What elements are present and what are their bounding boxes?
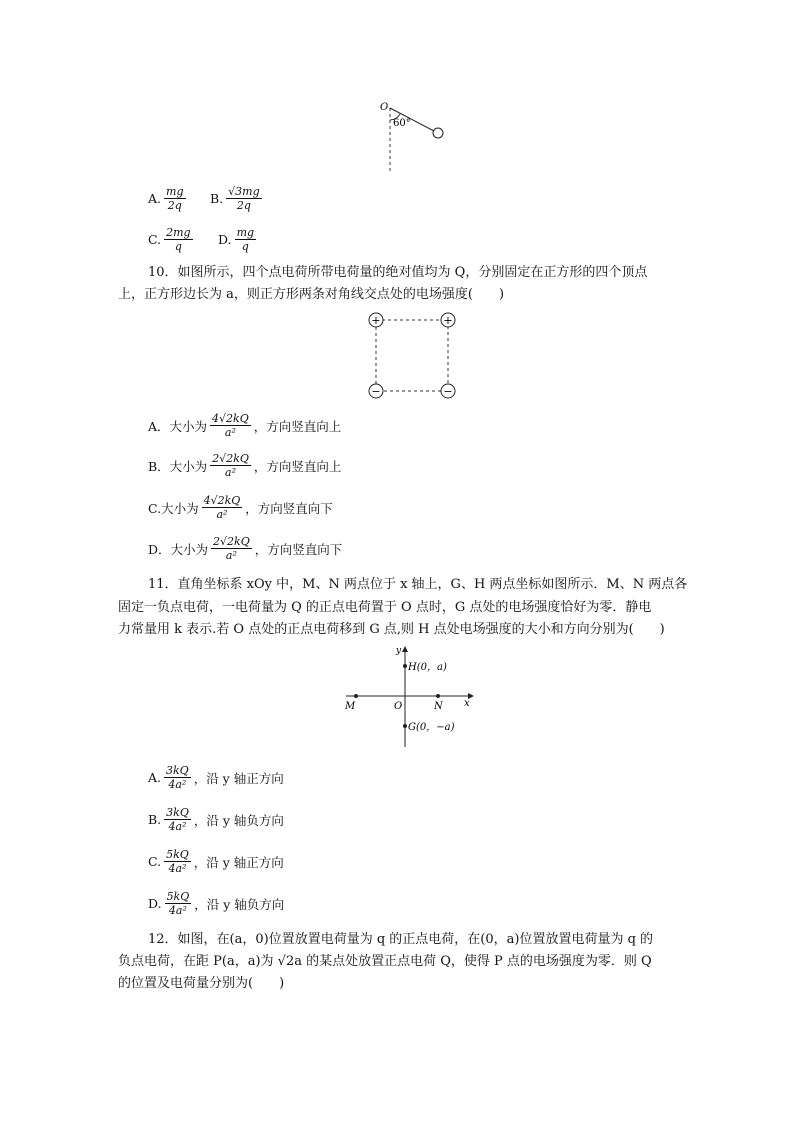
q11-option-c[interactable]: C. $\frac{5kQ}{\text{4a²}}$ ，沿 y 轴正方向 xyxy=(148,848,284,875)
q10-option-d[interactable]: D．大小为 $\frac{2√2kQ}{\text{a²}}$ ，方向竖直向下 xyxy=(148,535,343,562)
charge-bottom-left: − xyxy=(371,385,381,398)
option-letter: C. xyxy=(148,232,162,247)
q12-line1: 12．如图，在(a，0)位置放置电荷量为 q 的正点电荷，在(0，a)位置放置电荷量为 q 的 xyxy=(148,932,654,947)
fraction: $\frac{4√2kQ}{\text{a²}}$ xyxy=(212,412,249,439)
fraction: $\frac{2√2kQ}{\text{a²}}$ xyxy=(213,535,250,562)
q9-option-d[interactable] xyxy=(218,226,259,253)
q12-line2: 负点电荷，在距 P(a，a)为 √2a 的某点处放置正点电荷 Q，使得 P 点的电场强度为零．则 Q xyxy=(118,954,652,969)
fig9-origin-label: O xyxy=(380,102,389,113)
q9-option-a[interactable] xyxy=(148,185,189,212)
q11-option-b[interactable]: B. $\frac{3kQ}{\text{4a²}}$ ，沿 y 轴负方向 xyxy=(148,806,284,833)
fraction: $\frac{mg}{2q}$ xyxy=(166,185,184,212)
coordinate-figure xyxy=(338,643,478,751)
charge-top-left: + xyxy=(371,314,381,327)
fraction: $\frac{5kQ}{\text{4a²}}$ xyxy=(166,848,189,875)
point-m-label: M xyxy=(345,701,356,712)
point-g-label: G(0，−a) xyxy=(408,722,455,733)
fraction: $\frac{mg}{q}$ xyxy=(236,226,255,253)
y-axis-label: y xyxy=(396,646,402,656)
q10-line1: 10．如图所示，四个点电荷所带电荷量的绝对值均为 Q，分别固定在正方形的四个顶点 xyxy=(148,265,648,280)
q11-line2: 固定一负点电荷，一电荷量为 Q 的正点电荷置于 O 点时，G 点处的电场强度恰好为零．静电 xyxy=(118,600,652,615)
fraction: $\frac{3kQ}{\text{4a²}}$ xyxy=(166,764,189,791)
q11-option-d[interactable]: D. $\frac{5kQ}{\text{4a²}}$ ，沿 y 轴负方向 xyxy=(148,890,285,917)
fraction: $\frac{3kQ}{\text{4a²}}$ xyxy=(166,806,189,833)
q11-line1: 11．直角坐标系 xOy 中，M、N 两点位于 x 轴上，G、H 两点坐标如图所示．M、N 两点各 xyxy=(148,577,688,592)
fraction: $\frac{5kQ}{\text{4a²}}$ xyxy=(166,890,190,917)
point-h-label: H(0，a) xyxy=(408,662,447,673)
fraction: $\frac{√3mg}{2q}$ xyxy=(228,185,260,212)
q12-line3: 的位置及电荷量分别为( ) xyxy=(118,976,285,991)
q9-option-c[interactable] xyxy=(148,226,196,253)
charge-bottom-right: − xyxy=(443,385,453,398)
q9-option-b[interactable] xyxy=(210,185,265,212)
q10-line2: 上，正方形边长为 a，则正方形两条对角线交点处的电场强度( ) xyxy=(118,287,505,302)
fraction: $\frac{2√2kQ}{\text{a²}}$ xyxy=(212,452,249,479)
q10-option-b[interactable]: B．大小为 $\frac{2√2kQ}{\text{a²}}$ ，方向竖直向上 xyxy=(148,452,342,479)
option-letter: A. xyxy=(148,191,162,206)
q10-option-c[interactable]: C.大小为 $\frac{4√2kQ}{\text{a²}}$ ，方向竖直向下 xyxy=(148,494,333,521)
square-charges-figure xyxy=(364,309,462,401)
point-n-label: N xyxy=(434,701,443,712)
q11-line3: 力常量用 k 表示.若 O 点处的正点电荷移到 G 点,则 H 点处电场强度的大小和方向分别为( ) xyxy=(118,622,665,637)
q10-option-a[interactable]: A．大小为 $\frac{4√2kQ}{\text{a²}}$ ，方向竖直向上 xyxy=(148,412,342,439)
option-letter: D. xyxy=(218,232,232,247)
fraction: $\frac{2mg}{q}$ xyxy=(166,226,191,253)
fig9-angle-label: 60° xyxy=(393,118,411,129)
pendulum-figure xyxy=(370,98,460,176)
origin-label: O xyxy=(394,701,403,712)
charge-top-right: + xyxy=(443,314,453,327)
x-axis-label: x xyxy=(464,698,470,709)
fraction: $\frac{4√2kQ}{\text{a²}}$ xyxy=(203,494,241,521)
option-letter: B. xyxy=(210,191,224,206)
q11-option-a[interactable]: A. $\frac{3kQ}{\text{4a²}}$ ，沿 y 轴正方向 xyxy=(148,764,284,791)
